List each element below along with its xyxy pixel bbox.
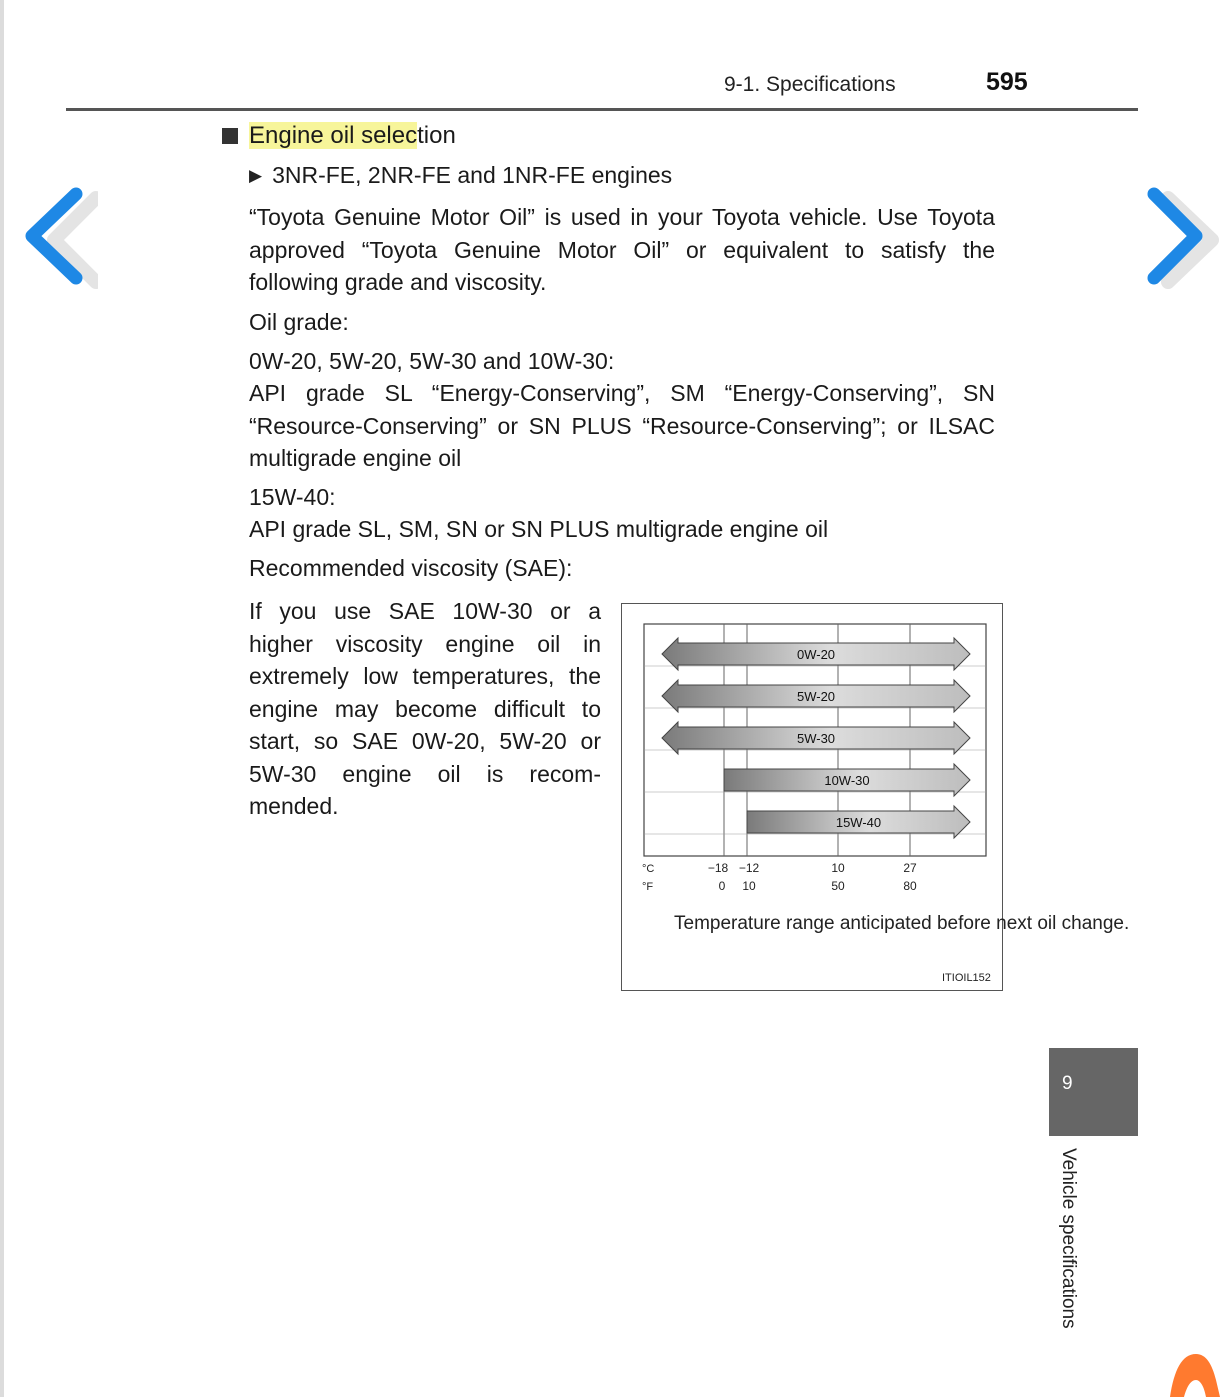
grade1-label: 0W-20, 5W-20, 5W-30 and 10W-30: <box>249 348 615 374</box>
intro-paragraph: “Toyota Genuine Motor Oil” is used in your Toyota vehicle. Use Toyota approved “Toyota Genuine Motor Oil” or equivalent to satisfy the following grade and viscosity. <box>249 204 995 295</box>
recommended-viscosity-label: Recommended viscosity (SAE): <box>249 555 573 581</box>
axis-unit-f: °F <box>642 881 654 893</box>
tick-label-c: 27 <box>903 861 917 875</box>
engine-list: 3NR-FE, 2NR-FE and 1NR-FE engines <box>272 162 673 188</box>
viscosity-chart <box>622 604 1002 904</box>
engine-subheading <box>249 162 672 189</box>
tick-label-c: −12 <box>738 861 760 875</box>
tick-label-f: 50 <box>831 879 845 893</box>
chart-caption: Temperature range anticipated before next oil change. <box>674 913 1130 934</box>
grade1-text: API grade SL “Energy-Conserving”, SM “Energy-Conserving”, SN “Resource-Conserving” or SN PLUS “Resource-Conserving”; or ILSAC multigrade engine oil <box>249 380 995 471</box>
section-heading <box>222 122 456 150</box>
tick-label-c: 10 <box>831 861 845 875</box>
next-page-button[interactable] <box>1140 180 1220 290</box>
chapter-label: Vehicle specifications <box>1058 1148 1079 1329</box>
tick-label-f: 0 <box>718 879 726 893</box>
triangle-bullet-icon: ▶ <box>249 165 263 185</box>
chapter-number: 9 <box>1062 1073 1073 1094</box>
bar-label-10w-30: 10W-30 <box>824 773 870 788</box>
chevron-right-icon <box>1140 180 1220 290</box>
floating-action-shape[interactable] <box>1160 1350 1220 1397</box>
bar-label-15w-40: 15W-40 <box>835 815 882 830</box>
viscosity-note: If you use SAE 10W-30 or a higher viscosity engine oil in extremely low temperatures, the engine may become difficult to start, so SAE 0W-20, 5W-20 or 5W-30 engine oil is recom-mended. <box>249 598 601 819</box>
grade2-label: 15W-40: <box>249 484 336 510</box>
grade2-text: API grade SL, SM, SN or SN PLUS multigrade engine oil <box>249 516 829 542</box>
heading-rest: tion <box>417 122 456 149</box>
left-edge <box>0 0 4 1397</box>
bar-label-5w-20: 5W-20 <box>796 689 836 704</box>
bar-label-5w-30: 5W-30 <box>796 731 836 746</box>
bar-label-0w-20: 0W-20 <box>796 647 836 662</box>
tick-label-f: 80 <box>903 879 917 893</box>
section-heading-text <box>249 122 456 150</box>
tick-label-f: 10 <box>742 879 756 893</box>
axis-unit-c: °C <box>642 863 655 875</box>
header-divider <box>66 108 1138 111</box>
oil-grade-label: Oil grade: <box>249 309 349 335</box>
chevron-left-icon <box>18 180 98 290</box>
figure-code: ITIOIL152 <box>942 972 991 984</box>
highlighted-text: Engine oil selec <box>249 122 418 149</box>
square-bullet-icon <box>222 128 238 144</box>
page-number: 595 <box>986 68 1028 96</box>
tick-label-c: −18 <box>707 861 729 875</box>
header-section-title: 9-1. Specifications <box>724 73 896 96</box>
prev-page-button[interactable] <box>18 180 98 290</box>
